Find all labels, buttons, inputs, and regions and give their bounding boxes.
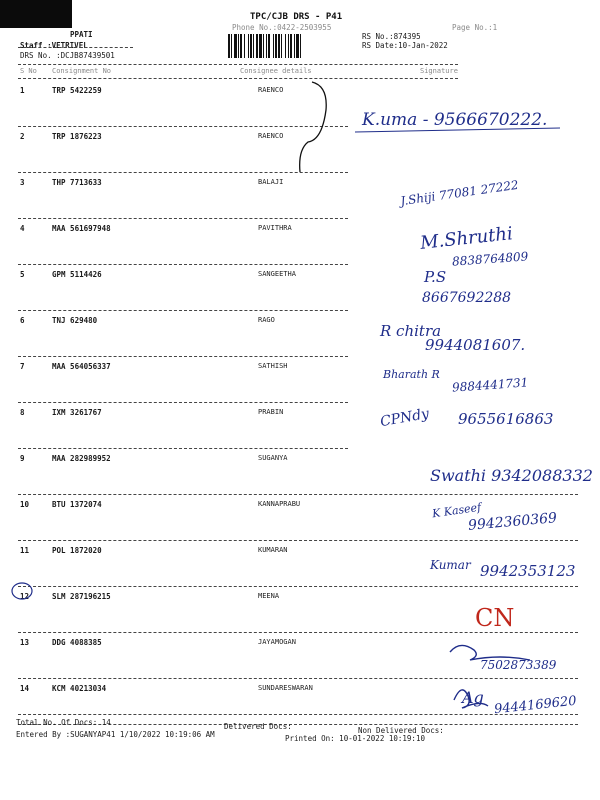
row-number: 5: [20, 270, 25, 279]
signature-row-14-name: Ag: [462, 688, 484, 707]
drs-number: DRS No. :DCJB87439501: [20, 51, 115, 60]
consignment-number: KCM 40213034: [52, 684, 107, 693]
row-number: 11: [20, 546, 30, 555]
row-number: 9: [20, 454, 25, 463]
consignee-name: KUMARAN: [258, 546, 288, 554]
consignee-name: RAGO: [258, 316, 275, 324]
column-header-consignment: Consignment No: [52, 67, 112, 75]
signature-row-8-name: CPNdy: [378, 405, 431, 431]
delivered-docs: Delivered Docs:: [224, 722, 292, 731]
total-docs: Total No. Of Docs: 14: [16, 718, 111, 727]
consignment-number: MAA 564056337: [52, 362, 111, 371]
phone-number: Phone No.:0422-2503955: [232, 23, 332, 32]
consignment-number: IXM 3261767: [52, 408, 102, 417]
row-number: 3: [20, 178, 25, 187]
signature-row-5-name: P.S: [424, 268, 447, 286]
signature-row-7-name: Bharath R: [383, 368, 440, 381]
consignee-name: SATHISH: [258, 362, 288, 370]
consignee-name: PAVITHRA: [258, 224, 292, 232]
consignee-name: JAYAMOGAN: [258, 638, 296, 646]
consignee-name: KANNAPRABU: [258, 500, 301, 508]
row-number: 6: [20, 316, 25, 325]
consignment-number: TNJ 629480: [52, 316, 98, 325]
row-number: 14: [20, 684, 30, 693]
column-header-sno: S No: [20, 67, 37, 75]
non-delivered-docs: Non Delivered Docs:: [358, 726, 444, 735]
signature-row-10-phone: 9942360369: [467, 510, 558, 534]
row-number: 4: [20, 224, 25, 233]
signature-row-13: 7502873389: [480, 658, 557, 672]
document-title: TPC/CJB DRS - P41: [250, 12, 343, 22]
consignee-name: SANGEETHA: [258, 270, 296, 278]
row-number: 12: [20, 592, 30, 601]
consignment-number: SLM 287196215: [52, 592, 111, 601]
consignee-name: RAENCO: [258, 132, 284, 140]
consignee-name: SUNDARESWARAN: [258, 684, 313, 692]
signature-row-14-phone: 9444169620: [493, 693, 578, 718]
row-number: 10: [20, 500, 30, 509]
signature-row-10-name: K Kaseef: [431, 500, 482, 521]
row-number: 2: [20, 132, 25, 141]
consignment-number: BTU 1372074: [52, 500, 102, 509]
consignment-number: DDG 4088385: [52, 638, 102, 647]
consignee-name: RAENCO: [258, 86, 284, 94]
signature-row-3: J.Shiji 77081 27222: [399, 177, 520, 209]
signature-row-7-phone: 9884441731: [451, 375, 529, 395]
staff-name: Staff :VETRIVEL: [20, 41, 88, 50]
consignee-name: PRABIN: [258, 408, 284, 416]
signature-row-6-phone: 9944081607.: [425, 336, 526, 354]
signature-row-6-name: R chitra: [380, 322, 442, 340]
branch-fragment: PPATI: [70, 30, 93, 39]
signature-row-5-phone: 8667692288: [422, 290, 512, 306]
page-number: Page No.:1: [452, 23, 498, 32]
signature-row-12: CN: [475, 604, 515, 632]
signature-row-4-phone: 8838764809: [451, 249, 529, 269]
row-12-circle: [12, 583, 32, 599]
row-number: 8: [20, 408, 25, 417]
row-number: 1: [20, 86, 25, 95]
row-number: 13: [20, 638, 30, 647]
printed-on: Printed On: 10-01-2022 10:19:10: [285, 734, 425, 743]
column-header-signature: Signature: [420, 67, 458, 75]
consignment-number: MAA 282989952: [52, 454, 111, 463]
rs-number: RS No.:874395: [362, 32, 421, 41]
consignee-name: SUGANYA: [258, 454, 288, 462]
signature-row-11-phone: 9942353123: [480, 562, 576, 580]
signature-row-4-name: M.Shruthi: [419, 223, 514, 254]
signature-row-1: K.uma - 9566670222.: [362, 110, 548, 130]
bracket-mark: [300, 82, 327, 172]
footer-divider: [18, 714, 578, 715]
row-number: 7: [20, 362, 25, 371]
consignment-number: TRP 1876223: [52, 132, 102, 141]
signature-row-11-name: Kumar: [430, 558, 471, 572]
entered-by: Entered By :SUGANYAP41 1/10/2022 10:19:06 AM: [16, 730, 215, 739]
column-header-consignee: Consignee details: [240, 67, 312, 75]
consignment-number: MAA 561697948: [52, 224, 111, 233]
consignment-number: THP 7713633: [52, 178, 102, 187]
consignment-number: GPM 5114426: [52, 270, 102, 279]
signature-row-9: Swathi 9342088332: [430, 466, 593, 485]
rs-date: RS Date:10-Jan-2022: [362, 41, 448, 50]
consignment-number: TRP 5422259: [52, 86, 102, 95]
signature-row-8-phone: 9655616863: [458, 410, 554, 428]
consignment-number: POL 1872020: [52, 546, 102, 555]
consignee-name: BALAJI: [258, 178, 284, 186]
consignee-name: MEENA: [258, 592, 280, 600]
